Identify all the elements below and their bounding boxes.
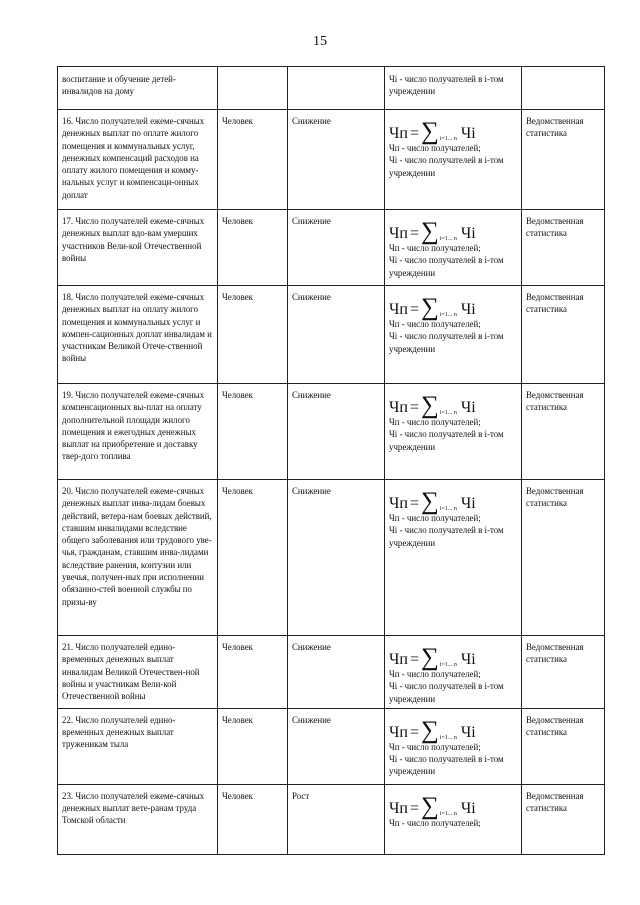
sigma-symbol: ∑ (421, 488, 439, 515)
formula-note: Чп - число получателей; (389, 319, 481, 329)
formula-rhs: Чi (460, 723, 476, 741)
source-cell (522, 67, 605, 110)
formula-lhs: Чп (389, 651, 408, 668)
formula-rhs: Чi (460, 399, 476, 416)
trend-cell (288, 384, 385, 480)
formula-note: Чi - число получателей в i-том учреждении (389, 754, 504, 777)
table-row (58, 110, 605, 210)
sigma-symbol: ∑ (421, 294, 439, 321)
trend-cell (288, 286, 385, 384)
indicators-table (57, 66, 605, 855)
trend-cell (288, 67, 385, 110)
trend-text: Снижение (292, 292, 331, 302)
trend-cell (288, 708, 385, 784)
unit-text: Человек (222, 790, 253, 801)
formula-cell (385, 110, 522, 210)
indicator-text: 16. Число получателей ежеме-сячных денежных выплат по оплате жилого помещения и коммунальных услуг, денежных компенсаций расходов на оплату жилого помещения и комму-нальных услуг и компенсаци-онных доплат (62, 116, 205, 200)
source-cell (522, 110, 605, 210)
sigma-symbol: ∑ (421, 218, 439, 245)
formula-equals: = (409, 301, 419, 318)
source-cell (522, 286, 605, 384)
indicator-text: 23. Число получателей ежеме-сячных денежных выплат вете-ранам труда Томской области (62, 790, 205, 826)
formula-rhs: Чi (460, 799, 476, 817)
source-text: Ведомственная статистика (526, 642, 584, 665)
unit-cell (218, 286, 288, 384)
formula-equals: = (409, 399, 419, 416)
formula-note: Чi - число получателей в i-том учреждении (389, 74, 504, 97)
formula-cell (385, 286, 522, 384)
source-cell (522, 784, 605, 854)
source-cell (522, 384, 605, 480)
formula-equals: = (409, 495, 419, 512)
formula-note: Чi - число получателей в i-том учреждении (389, 155, 504, 178)
unit-cell (218, 67, 288, 110)
formula-lhs: Чп (389, 723, 408, 741)
formula-equals: = (409, 225, 419, 242)
table-row (58, 384, 605, 480)
formula-limits: i=1... n (439, 506, 457, 512)
formula-cell (385, 708, 522, 784)
source-cell (522, 210, 605, 286)
trend-cell (288, 784, 385, 854)
trend-cell (288, 210, 385, 286)
table-row (58, 636, 605, 709)
indicator-cell (58, 384, 218, 480)
formula-equals: = (409, 799, 419, 817)
formula-limits: i=1... n (439, 236, 457, 242)
table-row (58, 67, 605, 110)
unit-text: Человек (222, 390, 253, 400)
formula-cell (385, 384, 522, 480)
indicator-text: 19. Число получателей ежеме-сячных компенсационных вы-плат на оплату дополнительной площади жилого помещения и ежегодных денежных выплат на приобретение и доставку твер-дого топлива (62, 390, 205, 462)
sum-formula (389, 290, 518, 321)
formula-rhs: Чi (460, 651, 476, 668)
source-cell (522, 636, 605, 709)
trend-text: Снижение (292, 642, 331, 652)
sum-formula (389, 789, 518, 820)
indicator-text: 17. Число получателей ежеме-сячных денежных выплат вдо-вам умерших участников Вели-кой Отечественной войны (62, 216, 205, 263)
indicator-cell (58, 210, 218, 286)
table-row (58, 286, 605, 384)
formula-limits: i=1... n (439, 312, 457, 318)
indicator-cell (58, 636, 218, 709)
formula-cell (385, 784, 522, 854)
formula-cell (385, 210, 522, 286)
source-text: Ведомственная статистика (526, 216, 584, 239)
formula-note: Чп - число получателей; (389, 741, 481, 752)
unit-cell (218, 708, 288, 784)
indicator-cell (58, 480, 218, 636)
formula-note: Чп - число получателей; (389, 669, 481, 679)
sigma-symbol: ∑ (421, 644, 439, 671)
source-cell (522, 480, 605, 636)
source-text: Ведомственная статистика (526, 292, 584, 315)
sigma-symbol: ∑ (421, 118, 439, 145)
trend-text: Снижение (292, 116, 331, 126)
formula-lhs: Чп (389, 399, 408, 416)
source-text: Ведомственная статистика (526, 714, 584, 738)
indicator-text: 18. Число получателей ежеме-сячных денежных выплат на оплату жилого помещения и коммунальных услуг и компен-сационных доплат инвалидам и участникам Великой Отече-ственной войны (62, 292, 212, 364)
sigma-symbol: ∑ (421, 392, 439, 419)
unit-text: Человек (222, 642, 253, 652)
formula-lhs: Чп (389, 225, 408, 242)
formula-note: Чi - число получателей в i-том учреждении (389, 331, 504, 354)
formula-lhs: Чп (389, 495, 408, 512)
indicator-cell (58, 110, 218, 210)
sum-formula (389, 713, 518, 744)
formula-lhs: Чп (389, 301, 408, 318)
unit-text: Человек (222, 116, 253, 126)
formula-note: Чп - число получателей; (389, 513, 481, 523)
formula-note: Чi - число получателей в i-том учреждении (389, 681, 504, 704)
indicator-cell (58, 784, 218, 854)
unit-cell (218, 110, 288, 210)
formula-limits: i=1... n (439, 734, 457, 741)
formula-cell (385, 636, 522, 709)
trend-cell (288, 636, 385, 709)
page-number: 15 (313, 34, 327, 49)
sum-formula (389, 388, 518, 419)
formula-equals: = (409, 125, 419, 142)
formula-limits: i=1... n (439, 410, 457, 416)
formula-lhs: Чп (389, 799, 408, 817)
formula-rhs: Чi (460, 301, 476, 318)
unit-cell (218, 480, 288, 636)
indicator-cell (58, 708, 218, 784)
trend-text: Снижение (292, 216, 331, 226)
formula-cell (385, 67, 522, 110)
indicator-text: 20. Число получателей ежеме-сячных денежных выплат инва-лидам боевых действий, ветера-нам боевых действий, ставшим инвалидами вследствие общего заболевания или трудового уве-чья, гражданам, ставшим инва-лидами вследствие ранения, контузии или увечья, получен-ных при исполнении обязанно-стей военной службы по призы-ву (62, 486, 212, 607)
formula-note: Чп - число получателей; (389, 243, 481, 253)
table-row (58, 480, 605, 636)
formula-equals: = (409, 651, 419, 668)
unit-cell (218, 384, 288, 480)
unit-text: Человек (222, 486, 253, 496)
formula-rhs: Чi (460, 225, 476, 242)
trend-text: Рост (292, 790, 310, 801)
unit-text: Человек (222, 714, 253, 725)
formula-note: Чi - число получателей в i-том учреждении (389, 525, 504, 548)
source-text: Ведомственная статистика (526, 116, 584, 139)
source-text: Ведомственная статистика (526, 486, 584, 509)
indicator-cell (58, 67, 218, 110)
table-row (58, 784, 605, 854)
source-cell (522, 708, 605, 784)
unit-cell (218, 636, 288, 709)
indicator-text: 21. Число получателей едино-временных денежных выплат инвалидам Великой Отечествен-ной войны и участникам Вели-кой Отечественной войны (62, 642, 200, 702)
unit-text: Человек (222, 292, 253, 302)
formula-note: Чп - число получателей; (389, 817, 481, 828)
table-row (58, 210, 605, 286)
formula-limits: i=1... n (439, 810, 457, 817)
formula-note: Чп - число получателей; (389, 143, 481, 153)
unit-text: Человек (222, 216, 253, 226)
trend-text: Снижение (292, 486, 331, 496)
trend-text: Снижение (292, 714, 331, 725)
indicator-text: 22. Число получателей едино-временных денежных выплат труженикам тыла (62, 714, 176, 750)
formula-limits: i=1... n (439, 662, 457, 668)
formula-lhs: Чп (389, 125, 408, 142)
formula-rhs: Чi (460, 495, 476, 512)
sum-formula (389, 640, 518, 671)
indicator-text: воспитание и обучение детей-инвалидов на дому (62, 74, 176, 97)
unit-cell (218, 210, 288, 286)
trend-text: Снижение (292, 390, 331, 400)
sigma-symbol: ∑ (421, 792, 439, 820)
trend-cell (288, 480, 385, 636)
source-text: Ведомственная статистика (526, 390, 584, 413)
formula-note: Чп - число получателей; (389, 417, 481, 427)
source-text: Ведомственная статистика (526, 790, 584, 814)
formula-note: Чi - число получателей в i-том учреждении (389, 429, 504, 452)
sum-formula (389, 484, 518, 515)
table-row (58, 708, 605, 784)
formula-rhs: Чi (460, 125, 476, 142)
sigma-symbol: ∑ (421, 716, 439, 744)
trend-cell (288, 110, 385, 210)
sum-formula (389, 114, 518, 145)
formula-cell (385, 480, 522, 636)
sum-formula (389, 214, 518, 245)
formula-note: Чi - число получателей в i-том учреждении (389, 255, 504, 278)
formula-limits: i=1... n (439, 136, 457, 142)
unit-cell (218, 784, 288, 854)
formula-equals: = (409, 723, 419, 741)
indicator-cell (58, 286, 218, 384)
